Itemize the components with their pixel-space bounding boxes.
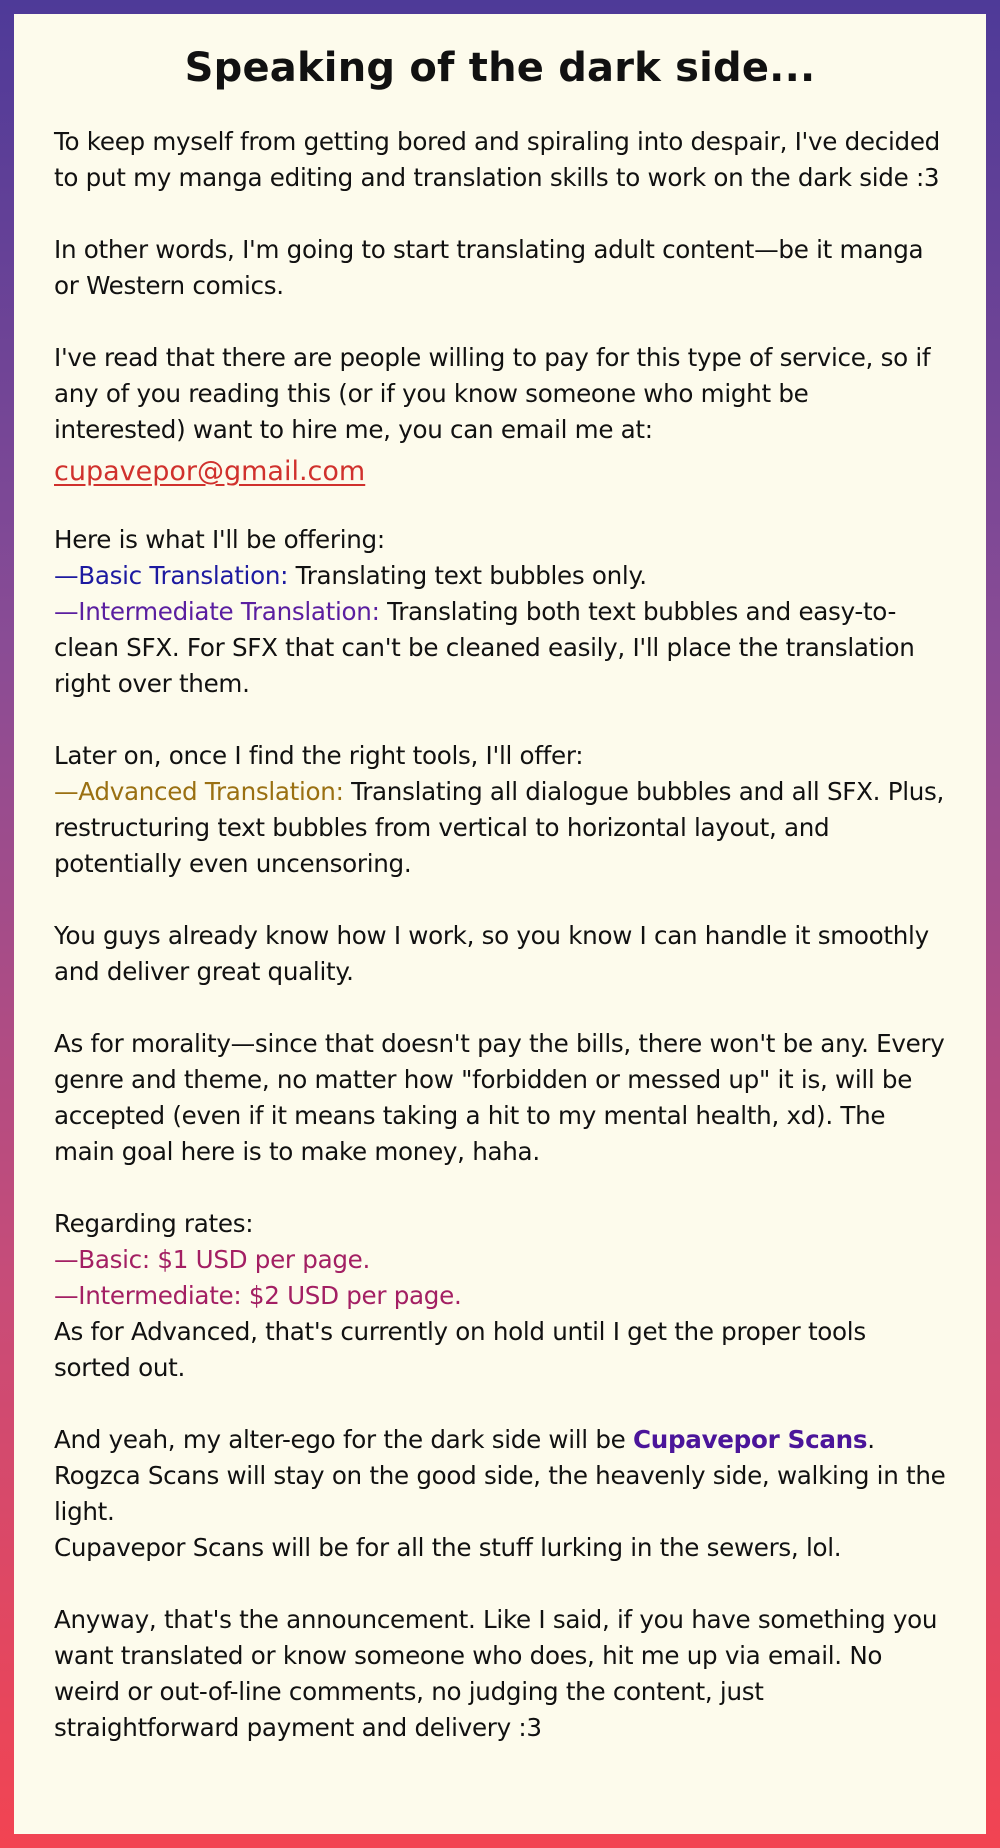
offering-intro: Here is what I'll be offering: [54, 525, 385, 554]
intermediate-translation-label: —Intermediate Translation: [54, 597, 380, 626]
page-title: Speaking of the dark side... [184, 45, 816, 91]
basic-translation-text: Translating text bubbles only. [288, 561, 647, 590]
paragraph-intro: To keep myself from getting bored and spiraling into despair, I've decided to put my manga editing and translation skills to work on the dark side :3 [54, 127, 940, 192]
sewers-text: Cupavepor Scans will be for all the stuff lurking in the sewers, lol. [54, 1533, 842, 1562]
paragraph-know-how: You guys already know how I work, so you know I can handle it smoothly and deliver great quality. [54, 921, 929, 986]
paragraph-anyway: Anyway, that's the announcement. Like I said, if you have something you want translated or know someone who does, hit me up via email. No weird or out-of-line comments, no judging the content, just straightforward payment and delivery :3 [54, 1605, 938, 1742]
announcement-body [54, 124, 946, 1746]
advanced-translation-label: —Advanced Translation: [54, 777, 344, 806]
paragraph-contact [54, 340, 946, 448]
paragraph-alter-ego [54, 1422, 946, 1566]
contact-text: I've read that there are people willing to pay for this type of service, so if any of you reading this (or if you know someone who might be interested) want to hire me, you can email me at: [54, 343, 931, 444]
rate-advanced: As for Advanced, that's currently on hold until I get the proper tools sorted out. [54, 1317, 866, 1382]
paragraph-morality: As for morality—since that doesn't pay the bills, there won't be any. Every genre and theme, no matter how "forbidden or messed up" it is, will be accepted (even if it means taking a hit to my mental health, xd). The main goal here is to make money, haha. [54, 1029, 945, 1166]
intermediate-translation-text: Translating both text bubbles and easy-to-clean SFX. For SFX that can't be cleaned easily, I'll place the translation right over them. [54, 597, 915, 698]
alter-ego-end: . [867, 1425, 875, 1454]
advanced-translation-text: Translating all dialogue bubbles and all SFX. Plus, restructuring text bubbles from vertical to horizontal layout, and potentially even uncensoring. [54, 777, 945, 878]
email-link[interactable]: cupavepor@gmail.com [54, 456, 366, 487]
announcement-card [14, 14, 986, 1834]
paragraph-offering [54, 522, 946, 702]
rate-basic: —Basic: $1 USD per page. [54, 1245, 371, 1274]
later-intro: Later on, once I find the right tools, I'll offer: [54, 741, 584, 770]
paragraph-other-words: In other words, I'm going to start translating adult content—be it manga or Western comics. [54, 235, 924, 300]
paragraph-later [54, 738, 946, 882]
rogzca-text: Rogzca Scans will stay on the good side, the heavenly side, walking in the light. [54, 1461, 946, 1526]
paragraph-rates [54, 1206, 946, 1386]
rates-intro: Regarding rates: [54, 1209, 254, 1238]
rate-intermediate: —Intermediate: $2 USD per page. [54, 1281, 462, 1310]
basic-translation-label: —Basic Translation: [54, 561, 289, 590]
brand-name: Cupavepor Scans [633, 1425, 868, 1454]
alter-ego-text: And yeah, my alter-ego for the dark side will be [54, 1425, 634, 1454]
